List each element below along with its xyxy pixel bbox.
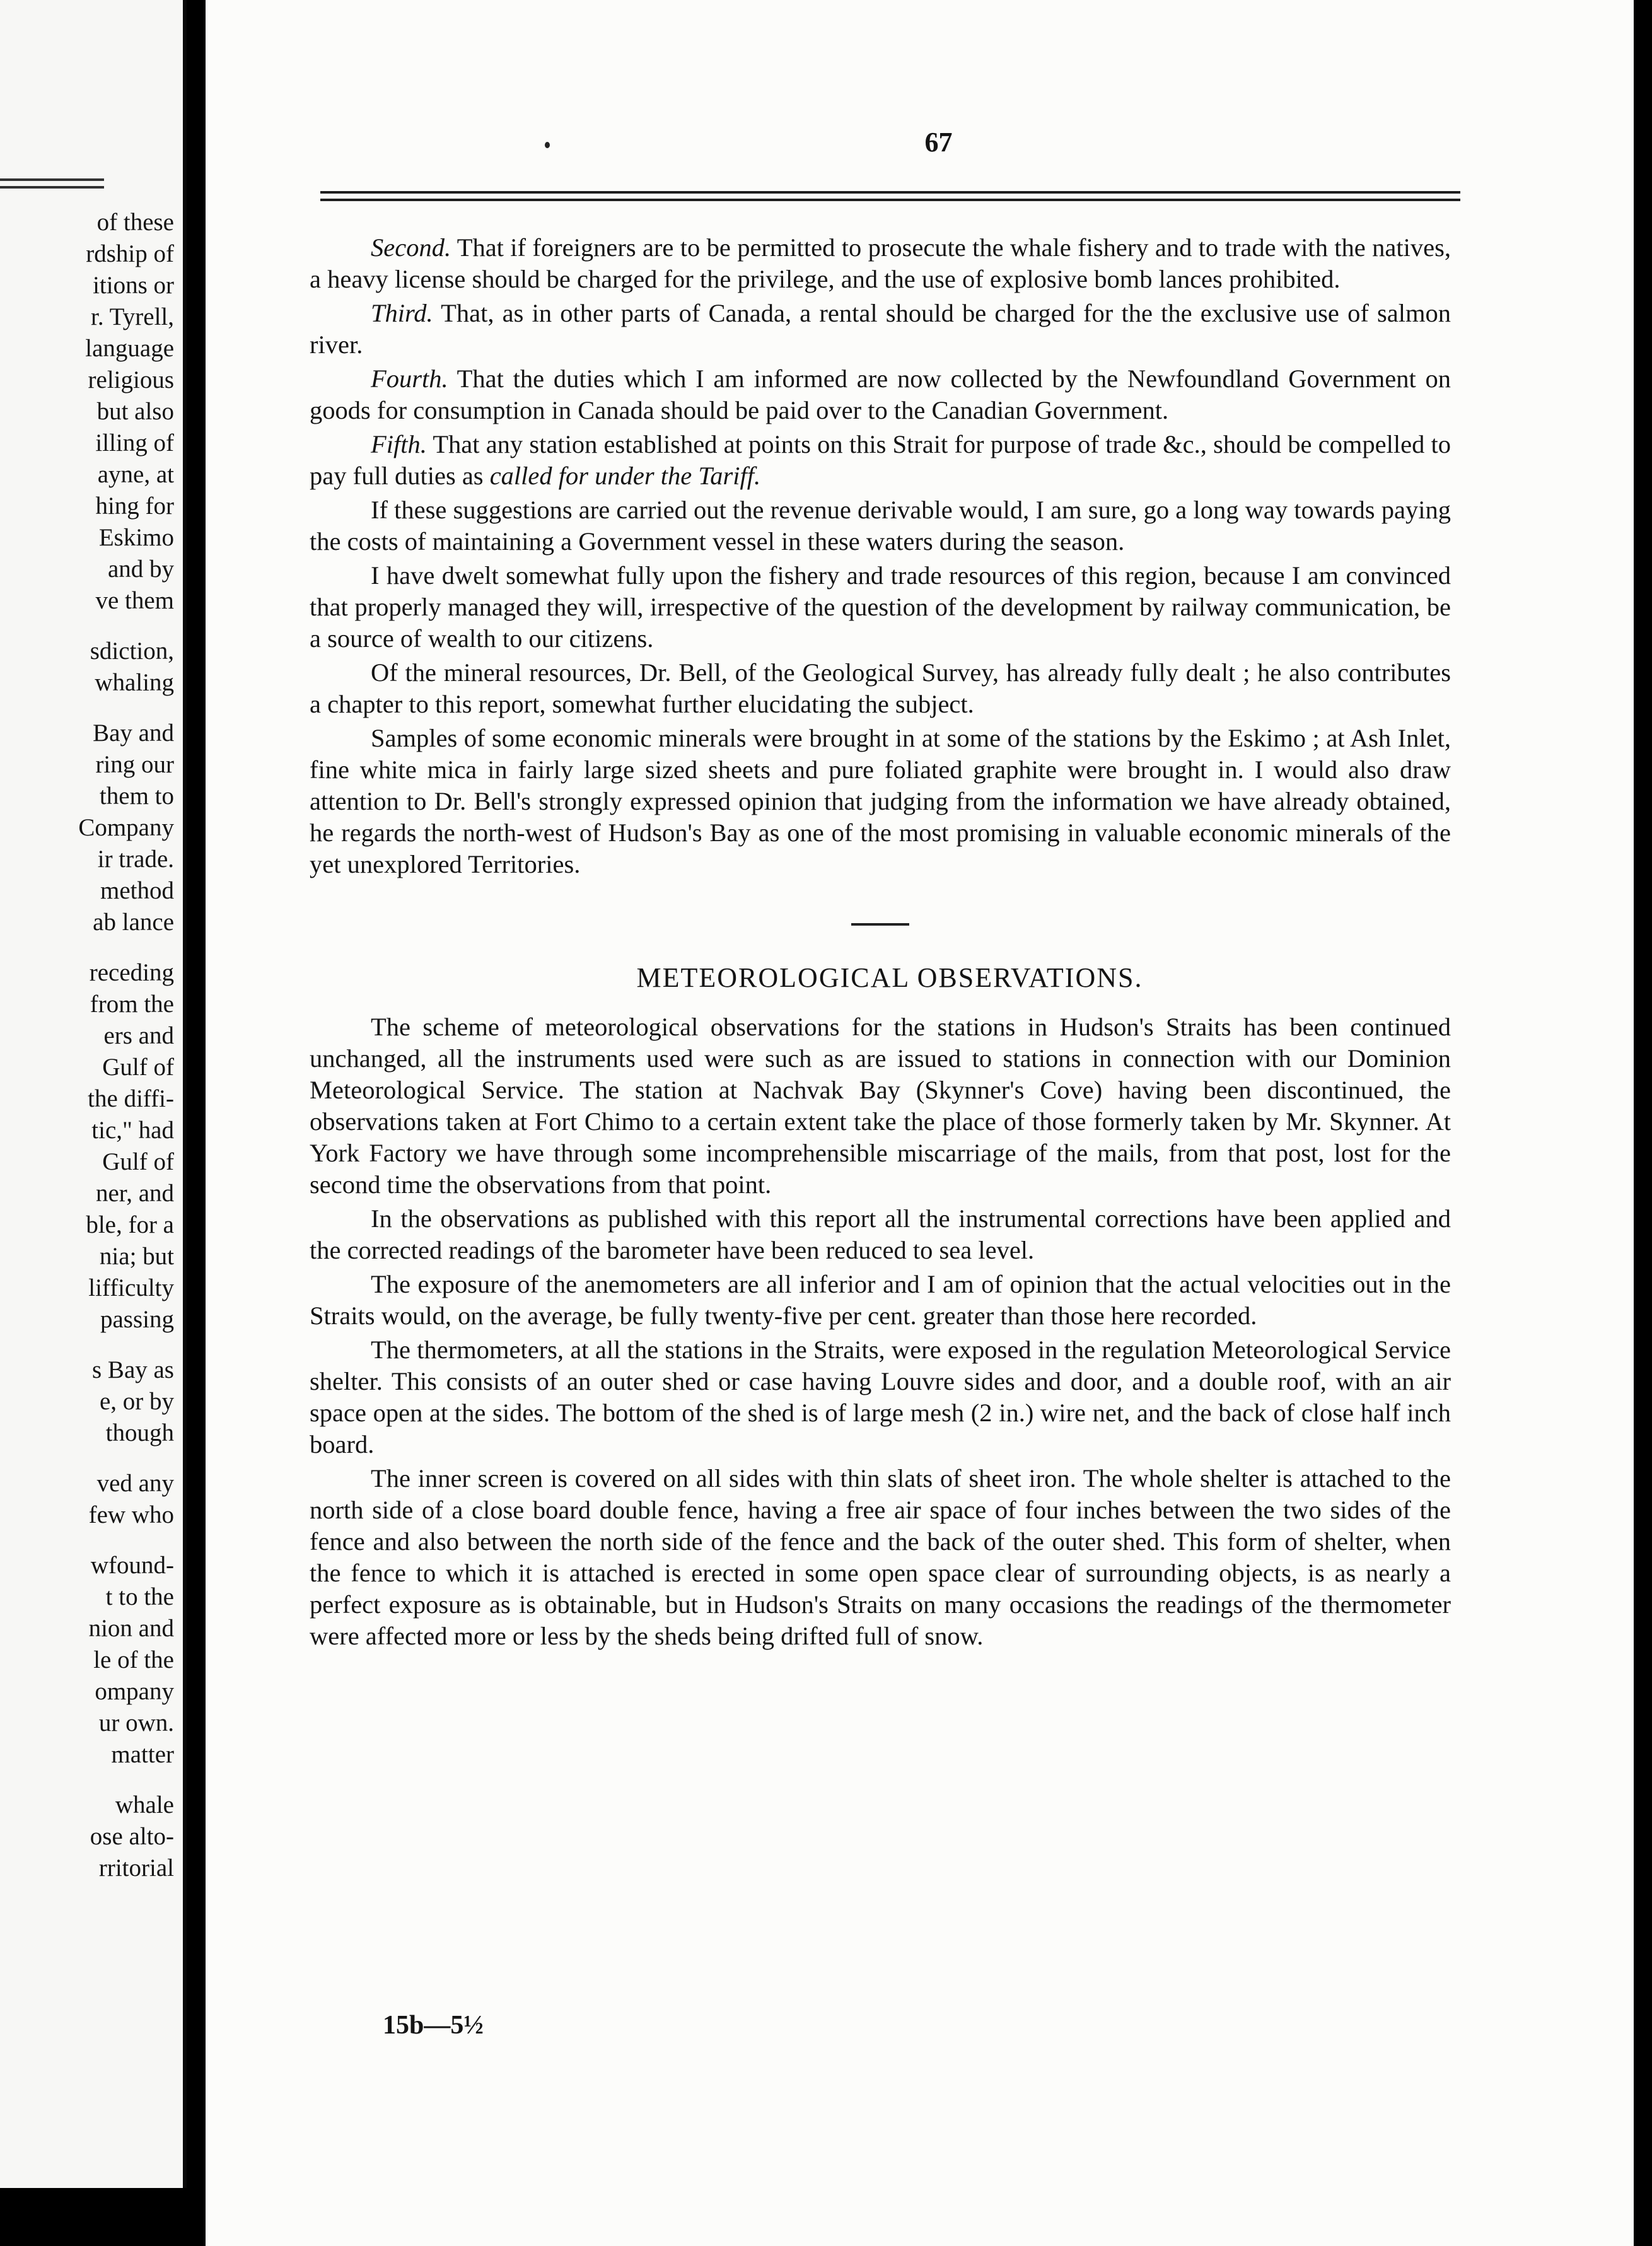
paragraph-lead: Second. [371, 233, 451, 262]
paragraph-meteorology-screen: The inner screen is covered on all sides with thin slats of sheet iron. The whole shelter is attached to the north side of a close board double fence, having a free air space of four inches between the two sides of the fence and also between the north side of the fence and the back of the outer shed. This form of shelter, when the fence to which it is attached is erected in some open space clear of surrounding objects, is as nearly a perfect exposure as is obtainable, but in Hudson's Straits on many occasions the readings of the thermometer were affected more or less by the sheds being drifted full of snow. [310, 1464, 1451, 1650]
facing-page-line: them to [99, 783, 174, 810]
facing-page-line: t to the [105, 1583, 174, 1610]
facing-page-line: ved any [96, 1470, 174, 1497]
facing-page-line: though [105, 1419, 174, 1446]
facing-page-line: hing for [95, 492, 174, 520]
facing-page-line: from the [90, 991, 174, 1018]
facing-page-line: sdiction, [90, 637, 174, 665]
facing-page-line: whaling [95, 669, 174, 696]
paragraph-third [310, 298, 1451, 361]
paragraph-text: That any station established at points on this Strait for purpose of trade &c., should be compelled to pay full duties as [310, 430, 1451, 490]
facing-page-rule [0, 186, 104, 189]
paragraph-second [310, 232, 1451, 295]
facing-page-line: whale [115, 1791, 174, 1818]
facing-page-line: ose alto- [90, 1823, 174, 1850]
facing-page-line: method [100, 877, 174, 904]
paragraph-text: That if foreigners are to be permitted to prosecute the whale fishery and to trade with the natives, a heavy license should be charged for the privilege, and the use of explosive bomb lances prohibited. [310, 233, 1451, 293]
paragraph-lead: Fifth. [371, 430, 427, 458]
facing-page-line: rritorial [98, 1854, 174, 1882]
facing-page-line: few who [88, 1501, 174, 1528]
facing-page-line: ble, for a [86, 1211, 174, 1238]
paragraph-minerals: Of the mineral resources, Dr. Bell, of the Geological Survey, has already fully dealt ; he also contributes a chapter to this report, somewhat further elucidating the subject. [310, 658, 1451, 718]
facing-page-line: ring our [95, 751, 174, 778]
facing-page-line: ompany [95, 1678, 174, 1705]
facing-page-line: tic," had [91, 1117, 174, 1144]
facing-page-line: matter [111, 1741, 174, 1768]
facing-page-line: passing [100, 1306, 174, 1333]
facing-page-line: s Bay as [92, 1356, 174, 1383]
paragraph-fourth [310, 363, 1451, 426]
facing-page-line: ers and [103, 1022, 174, 1049]
paragraph-meteorology-anemometers: The exposure of the anemometers are all inferior and I am of opinion that the actual velocities out in the Straits would, on the average, be fully twenty-five per cent. greater than those here recorded. [310, 1270, 1451, 1330]
page-footer-signature: 15b—5½ [383, 2011, 484, 2040]
book-spine [187, 0, 206, 2246]
facing-page-line: nia; but [99, 1243, 174, 1270]
facing-page-line: nion and [88, 1615, 174, 1642]
facing-page-line: language [85, 335, 174, 362]
paragraph-meteorology-corrections: In the observations as published with this report all the instrumental corrections have been applied and the corrected readings of the barometer have been reduced to sea level. [310, 1204, 1451, 1264]
facing-page-line: but also [96, 398, 174, 425]
facing-page-line: rdship of [86, 240, 174, 267]
paragraph-lead: Third. [371, 299, 433, 327]
scan-border [0, 2188, 206, 2246]
facing-page-line: religious [88, 366, 174, 393]
header-rule [320, 191, 1460, 194]
facing-page-line: the diffi- [88, 1085, 174, 1112]
paragraph-suggestions: If these suggestions are carried out the revenue derivable would, I am sure, go a long way towards paying the costs of maintaining a Government vessel in these waters during the season. [310, 496, 1451, 556]
paragraph-lead: Fourth. [371, 364, 448, 393]
facing-page-line: ur own. [98, 1709, 174, 1737]
page-body [310, 232, 1451, 1655]
paragraph-meteorology-scheme: The scheme of meteorological observations for the stations in Hudson's Straits has been continued unchanged, all the instruments used were such as are issued to stations in connection with our Dominion Meteorological Service. The station at Nachvak Bay (Skynner's Cove) having been discontinued, the observations taken at Fort Chimo to a certain extent take the place of those formerly taken by Mr. Skynner. At York Factory we have through some incomprehensible miscarriage of the mails, from that post, lost for the second time the observations from that point. [310, 1013, 1451, 1199]
facing-page-line: illing of [95, 429, 174, 457]
facing-page-line: Bay and [93, 719, 174, 747]
paragraph-meteorology-thermometers: The thermometers, at all the stations in the Straits, were exposed in the regulation Meteorological Service shelter. This consists of an outer shed or case having Louvre sides and door, and a double roof, with an air space open at the sides. The bottom of the shed is of large mesh (2 in.) wire net, and the back of close half inch board. [310, 1335, 1451, 1458]
facing-page-line: ayne, at [97, 461, 174, 488]
paragraph-text: That, as in other parts of Canada, a rental should be charged for the the exclusive use of salmon river. [310, 299, 1451, 359]
facing-page-line: ab lance [93, 909, 174, 936]
paragraph-fishery: I have dwelt somewhat fully upon the fishery and trade resources of this region, because I am convinced that properly managed they will, irrespective of the question of the development by railway communication, be a source of wealth to our citizens. [310, 561, 1451, 653]
facing-page-line: and by [107, 556, 174, 583]
page-number: 67 [924, 127, 953, 158]
section-title: METEOROLOGICAL OBSERVATIONS. [636, 962, 1143, 993]
paragraph-fifth [310, 429, 1451, 492]
paragraph-samples: Samples of some economic minerals were brought in at some of the stations by the Eskimo ; at Ash Inlet, fine white mica in fairly large sized sheets and pure foliated graphite were brought in. I would also draw attention to Dr. Bell's strongly expressed opinion that judging from the information we have already obtained, he regards the north-west of Hudson's Bay as one of the most promising in valuable economic minerals of the yet unexplored Territories. [310, 724, 1451, 878]
facing-page-line: Gulf of [102, 1054, 174, 1081]
paragraph-italic-tail: called for under the Tariff. [489, 462, 761, 490]
facing-page-line: e, or by [99, 1388, 174, 1415]
paragraph-text: That the duties which I am informed are now collected by the Newfoundland Government on goods for consumption in Canada should be paid over to the Canadian Government. [310, 364, 1451, 424]
facing-page-line: le of the [93, 1646, 174, 1673]
section-divider [851, 923, 909, 926]
main-page [206, 0, 1634, 2246]
facing-page-line: lifficulty [88, 1274, 174, 1301]
facing-page-line: Company [78, 814, 174, 841]
facing-page-line: Eskimo [98, 524, 174, 551]
facing-page-line: ve them [95, 587, 174, 614]
facing-page [0, 0, 187, 2188]
facing-page-line: ir trade. [97, 846, 174, 873]
facing-page-line: r. Tyrell, [91, 303, 174, 330]
facing-page-line: wfound- [90, 1552, 174, 1579]
header-rule [320, 199, 1460, 201]
facing-page-line: of these [96, 209, 174, 236]
facing-page-line: Gulf of [102, 1148, 174, 1175]
facing-page-line: receding [89, 959, 174, 986]
facing-page-line: ner, and [95, 1180, 174, 1207]
facing-page-rule [0, 178, 104, 181]
facing-page-line: itions or [93, 272, 174, 299]
